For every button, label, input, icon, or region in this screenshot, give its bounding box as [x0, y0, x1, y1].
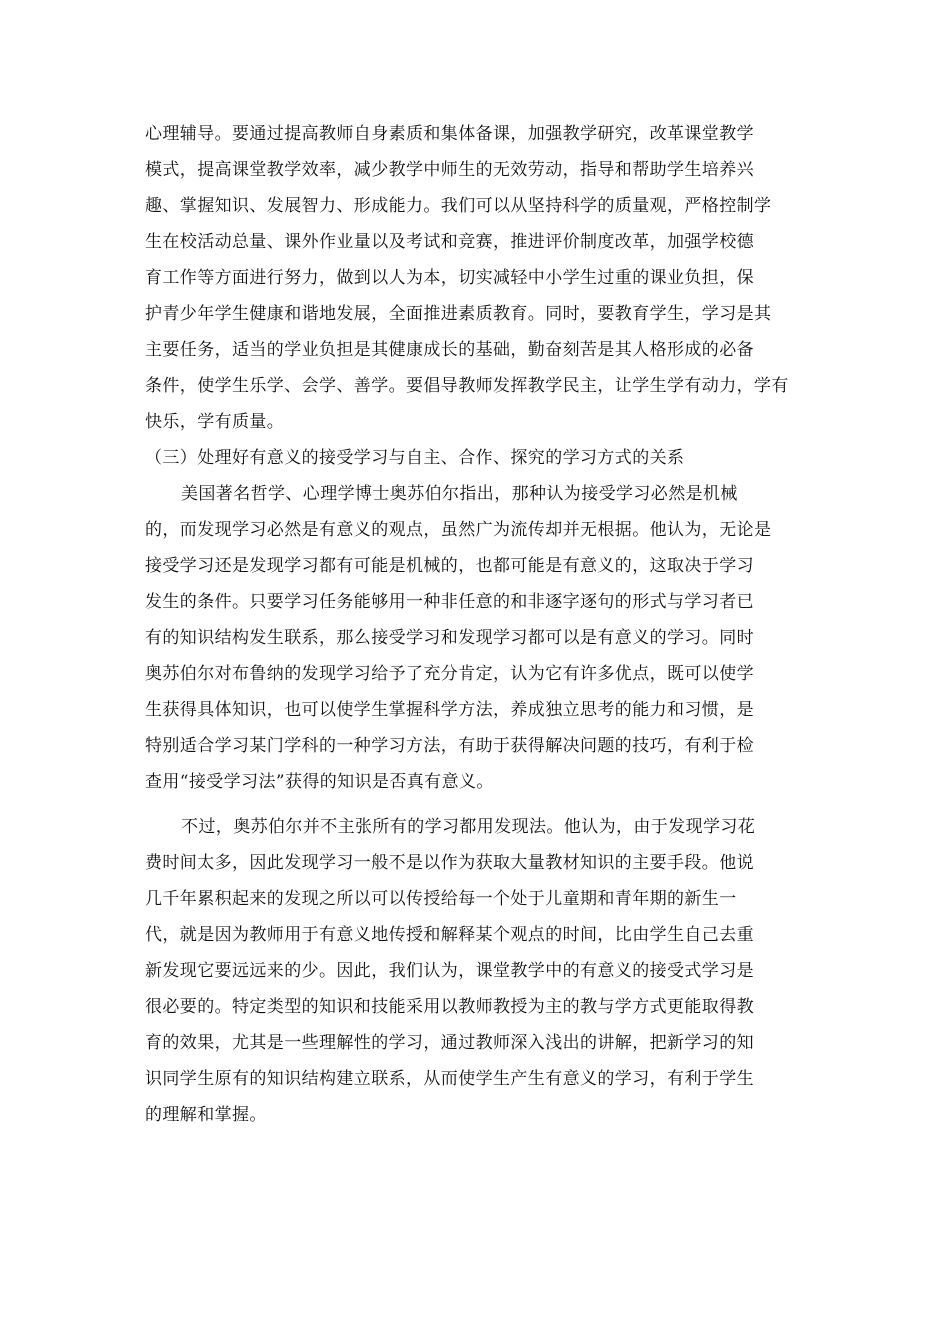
paragraph-3-line: 育的效果，尤其是一些理解性的学习，通过教师深入浅出的讲解，把新学习的知 — [145, 1033, 754, 1053]
paragraph-1-line: 心理辅导。要通过提高教师自身素质和集体备课，加强教学研究，改革课堂教学 — [145, 124, 754, 144]
paragraph-1-line: 快乐，学有质量。 — [145, 412, 285, 432]
paragraph-1-line: 趣、掌握知识、发展智力、形成能力。我们可以从坚持科学的质量观，严格控制学 — [145, 196, 772, 216]
paragraph-3-line: 几千年累积起来的发现之所以可以传授给每一个处于儿童期和青年期的新生一 — [145, 889, 737, 909]
section-heading: （三）处理好有意义的接受学习与自主、合作、探究的学习方式的关系 — [145, 448, 685, 468]
paragraph-2-line: 接受学习还是发现学习都有可能是机械的，也都可能是有意义的，这取决于学习 — [145, 556, 754, 576]
paragraph-3-line: 很必要的。特定类型的知识和技能采用以教师教授为主的教与学方式更能取得教 — [145, 997, 754, 1017]
paragraph-3-line: 新发现它要远远来的少。因此，我们认为，课堂教学中的有意义的接受式学习是 — [145, 961, 754, 981]
paragraph-2-line: 特别适合学习某门学科的一种学习方法，有助于获得解决问题的技巧，有利于检 — [145, 736, 754, 756]
paragraph-2-line: 奥苏伯尔对布鲁纳的发现学习给予了充分肯定，认为它有许多优点，既可以使学 — [145, 664, 754, 684]
paragraph-1-line: 条件，使学生乐学、会学、善学。要倡导教师发挥教学民主，让学生学有动力，学有 — [145, 376, 789, 396]
paragraph-2-line: 有的知识结构发生联系，那么接受学习和发现学习都可以是有意义的学习。同时 — [145, 628, 754, 648]
paragraph-3-line: 的理解和掌握。 — [145, 1105, 267, 1125]
paragraph-3-line: 不过，奥苏伯尔并不主张所有的学习都用发现法。他认为，由于发现学习花 — [181, 817, 756, 837]
paragraph-3-line: 代，就是因为教师用于有意义地传授和解释某个观点的时间，比由学生自己去重 — [145, 925, 754, 945]
paragraph-2-line: 美国著名哲学、心理学博士奥苏伯尔指出，那种认为接受学习必然是机械 — [181, 484, 738, 504]
paragraph-1-line: 模式，提高课堂教学效率，减少教学中师生的无效劳动，指导和帮助学生培养兴 — [145, 160, 754, 180]
paragraph-2-line: 生获得具体知识，也可以使学生掌握科学方法，养成独立思考的能力和习惯，是 — [145, 700, 754, 720]
paragraph-1-line: 育工作等方面进行努力，做到以人为本，切实减轻中小学生过重的课业负担，保 — [145, 268, 754, 288]
paragraph-3-line: 识同学生原有的知识结构建立联系，从而使学生产生有意义的学习，有利于学生 — [145, 1069, 754, 1089]
paragraph-3-line: 费时间太多，因此发现学习一般不是以作为获取大量教材知识的主要手段。他说 — [145, 853, 754, 873]
paragraph-1-line: 护青少年学生健康和谐地发展，全面推进素质教育。同时，要教育学生，学习是其 — [145, 304, 772, 324]
paragraph-2-line: 的，而发现学习必然是有意义的观点，虽然广为流传却并无根据。他认为，无论是 — [145, 520, 772, 540]
paragraph-2-line: 发生的条件。只要学习任务能够用一种非任意的和非逐字逐句的形式与学习者已 — [145, 592, 754, 612]
paragraph-1-line: 生在校活动总量、课外作业量以及考试和竞赛，推进评价制度改革，加强学校德 — [145, 232, 754, 252]
paragraph-2-line: 查用“接受学习法”获得的知识是否真有意义。 — [145, 772, 494, 792]
paragraph-1-line: 主要任务，适当的学业负担是其健康成长的基础，勤奋刻苦是其人格形成的必备 — [145, 340, 754, 360]
